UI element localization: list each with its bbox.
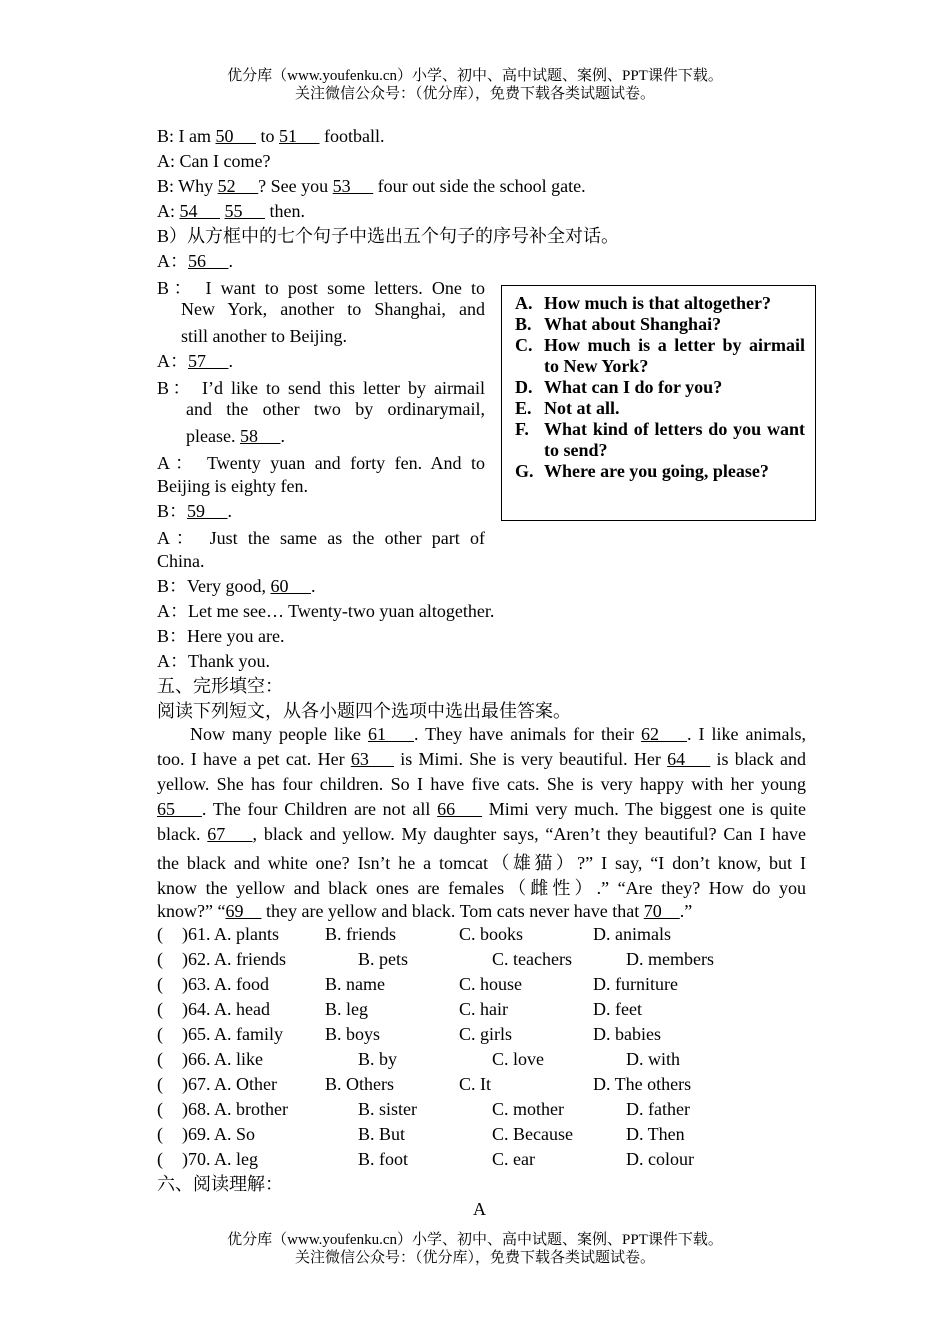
question-option-b: B. sister bbox=[358, 1099, 418, 1119]
question-option-a: )69. A. So bbox=[182, 1124, 256, 1144]
answer-paren: ( bbox=[157, 974, 163, 994]
question-option-a: )67. A. Other bbox=[182, 1074, 277, 1094]
dialog1-line-4: A: 54 55 then. bbox=[157, 201, 305, 221]
question-option-c: C. girls bbox=[459, 1024, 513, 1044]
dialog2-a3-line-2: Beijing is eighty fen. bbox=[157, 476, 308, 496]
blank-67: 67 bbox=[207, 824, 253, 844]
blank-65: 65 bbox=[157, 799, 202, 819]
question-option-c: C. love bbox=[492, 1049, 544, 1069]
option-c: C. How much is a letter by airmail to New York? bbox=[515, 335, 805, 376]
header-line-1: 优分库（www.youfenku.cn）小学、初中、高中试题、案例、PPT课件下载。 bbox=[227, 68, 723, 84]
question-option-c: C. teachers bbox=[492, 949, 572, 969]
question-option-d: D. with bbox=[626, 1049, 680, 1069]
dialog2-a5: A：Let me see… Twenty-two yuan altogether. bbox=[157, 601, 495, 621]
dialog2-a4-line-2: China. bbox=[157, 551, 205, 571]
option-g: G. Where are you going, please? bbox=[515, 461, 769, 481]
dialog2-line-59: B：59 . bbox=[157, 501, 233, 521]
footer-line-2: 关注微信公众号：（优分库），免费下载各类试题试卷。 bbox=[294, 1250, 655, 1266]
question-option-c: C. hair bbox=[459, 999, 508, 1019]
answer-paren: ( bbox=[157, 1049, 163, 1069]
question-option-d: D. father bbox=[626, 1099, 690, 1119]
section5-title: 五、完形填空： bbox=[157, 676, 283, 696]
question-option-a: )65. A. family bbox=[182, 1024, 283, 1044]
question-option-d: D. Then bbox=[626, 1124, 685, 1144]
question-option-a: )64. A. head bbox=[182, 999, 270, 1019]
blank-52: 52 bbox=[217, 176, 259, 196]
question-option-d: D. The others bbox=[593, 1074, 692, 1094]
question-option-b: B. But bbox=[358, 1124, 406, 1144]
page-header bbox=[0, 67, 950, 103]
dialog1-line-1: B: I am 50 to 51 football. bbox=[157, 126, 385, 146]
blank-60: 60 bbox=[270, 576, 311, 596]
dialog2-a4-line-1: A： Just the same as the other part of bbox=[157, 528, 485, 548]
question-option-b: B. foot bbox=[358, 1149, 409, 1169]
question-option-b: B. leg bbox=[325, 999, 368, 1019]
blank-50: 50 bbox=[215, 126, 256, 146]
question-option-b: B. Others bbox=[325, 1074, 394, 1094]
dialog2-b1-line-2: New York, another to Shanghai, and bbox=[181, 299, 485, 319]
dialog2-a7: A：Thank you. bbox=[157, 651, 270, 671]
question-option-a: )61. A. plants bbox=[182, 924, 279, 944]
passage-line-4: 65 . The four Children are not all 66 Mimi very much. The biggest one is quite bbox=[157, 799, 807, 819]
question-option-b: B. boys bbox=[325, 1024, 381, 1044]
dialog2-b2-line-1: B： I’d like to send this letter by airmail bbox=[157, 378, 485, 398]
question-option-b: B. name bbox=[325, 974, 385, 994]
blank-56: 56 bbox=[188, 251, 229, 271]
dialog2-a3-line-1: A： Twenty yuan and forty fen. And to bbox=[157, 453, 485, 473]
dialog2-b1-line-3: still another to Beijing. bbox=[181, 326, 347, 346]
header-line-2: 关注微信公众号：（优分库），免费下载各类试题试卷。 bbox=[294, 86, 655, 102]
question-option-c: C. mother bbox=[492, 1099, 564, 1119]
dialog2-b6: B：Here you are. bbox=[157, 626, 285, 646]
passage-line-8: know?” “69 they are yellow and black. Tom cats never have that 70 .” bbox=[157, 901, 693, 921]
question-option-d: D. colour bbox=[626, 1149, 694, 1169]
passage-line-3: yellow. She has four children. So I have five cats. She is very happy with her young bbox=[157, 774, 806, 794]
blank-53: 53 bbox=[332, 176, 374, 196]
question-option-d: D. feet bbox=[593, 999, 642, 1019]
blank-61: 61 bbox=[367, 724, 414, 744]
section5-instruction: 阅读下列短文，从各小题四个选项中选出最佳答案。 bbox=[157, 701, 571, 721]
footer-line-1: 优分库（www.youfenku.cn）小学、初中、高中试题、案例、PPT课件下载。 bbox=[227, 1232, 723, 1248]
blank-62: 62 bbox=[641, 724, 688, 744]
answer-paren: ( bbox=[157, 924, 163, 944]
answer-paren: ( bbox=[157, 1099, 163, 1119]
section6-title: 六、阅读理解： bbox=[157, 1174, 283, 1194]
passage-line-6: the black and white one? Isn’t he a tomcat（雄猫）?” I say, “I don’t know, but I bbox=[157, 853, 806, 873]
dialog2-b2-line-2: and the other two by ordinarymail, bbox=[186, 399, 485, 419]
passage-line-7: know the yellow and black ones are females（雌性）.” “Are they? How do you bbox=[157, 878, 806, 898]
option-f: F. What kind of letters do you want to send? bbox=[515, 419, 805, 460]
blank-70: 70 bbox=[643, 901, 680, 921]
question-option-d: D. furniture bbox=[593, 974, 678, 994]
question-option-d: D. babies bbox=[593, 1024, 661, 1044]
blank-63: 63 bbox=[350, 749, 394, 769]
question-option-a: )66. A. like bbox=[182, 1049, 263, 1069]
blank-51: 51 bbox=[279, 126, 320, 146]
dialog1-line-3: B: Why 52 ? See you 53 four out side the school gate. bbox=[157, 176, 586, 196]
dialog2-line-60: B：Very good, 60 . bbox=[157, 576, 316, 596]
answer-paren: ( bbox=[157, 999, 163, 1019]
blank-64: 64 bbox=[667, 749, 711, 769]
page-footer bbox=[0, 1231, 950, 1267]
blank-58: 58 bbox=[239, 426, 281, 446]
blank-54: 54 bbox=[179, 201, 220, 221]
question-option-a: )70. A. leg bbox=[182, 1149, 258, 1169]
question-option-d: D. members bbox=[626, 949, 714, 969]
blank-69: 69 bbox=[225, 901, 262, 921]
answer-paren: ( bbox=[157, 1024, 163, 1044]
question-option-a: )62. A. friends bbox=[182, 949, 286, 969]
question-option-c: C. house bbox=[459, 974, 522, 994]
answer-paren: ( bbox=[157, 1124, 163, 1144]
dialog2-line-56: A：56 . bbox=[157, 251, 233, 271]
section-b-instruction: B）从方框中的七个句子中选出五个句子的序号补全对话。 bbox=[157, 226, 620, 246]
option-e: E. Not at all. bbox=[515, 398, 620, 418]
answer-paren: ( bbox=[157, 949, 163, 969]
dialog2-line-57: A：57 . bbox=[157, 351, 233, 371]
question-option-b: B. pets bbox=[358, 949, 409, 969]
passage-line-5: black. 67 , black and yellow. My daughter says, “Aren’t they beautiful? Can I have bbox=[157, 824, 806, 844]
option-a: A. How much is that altogether? bbox=[515, 293, 771, 313]
answer-paren: ( bbox=[157, 1149, 163, 1169]
question-option-b: B. by bbox=[358, 1049, 398, 1069]
passage-line-1: Now many people like 61 . They have animals for their 62 . I like animals, bbox=[190, 724, 807, 744]
question-option-d: D. animals bbox=[593, 924, 671, 944]
question-option-a: )63. A. food bbox=[182, 974, 269, 994]
option-b: B. What about Shanghai? bbox=[515, 314, 722, 334]
section6-part-label: A bbox=[473, 1199, 486, 1219]
answer-paren: ( bbox=[157, 1074, 163, 1094]
question-option-c: C. books bbox=[459, 924, 524, 944]
question-option-a: )68. A. brother bbox=[182, 1099, 288, 1119]
blank-66: 66 bbox=[437, 799, 483, 819]
passage-line-2: too. I have a pet cat. Her 63 is Mimi. She is very beautiful. Her 64 is black and bbox=[157, 749, 807, 769]
options-box bbox=[501, 285, 816, 521]
dialog2-line-58: please. 58 . bbox=[186, 426, 285, 446]
question-option-c: C. It bbox=[459, 1074, 492, 1094]
question-option-b: B. friends bbox=[325, 924, 396, 944]
blank-59: 59 bbox=[187, 501, 228, 521]
option-d: D. What can I do for you? bbox=[515, 377, 723, 397]
question-option-c: C. ear bbox=[492, 1149, 535, 1169]
blank-55: 55 bbox=[224, 201, 265, 221]
blank-57: 57 bbox=[188, 351, 229, 371]
dialog1-line-2: A: Can I come? bbox=[157, 151, 271, 171]
dialog2-b1-line-1: B： I want to post some letters. One to bbox=[157, 278, 485, 298]
question-option-c: C. Because bbox=[492, 1124, 573, 1144]
